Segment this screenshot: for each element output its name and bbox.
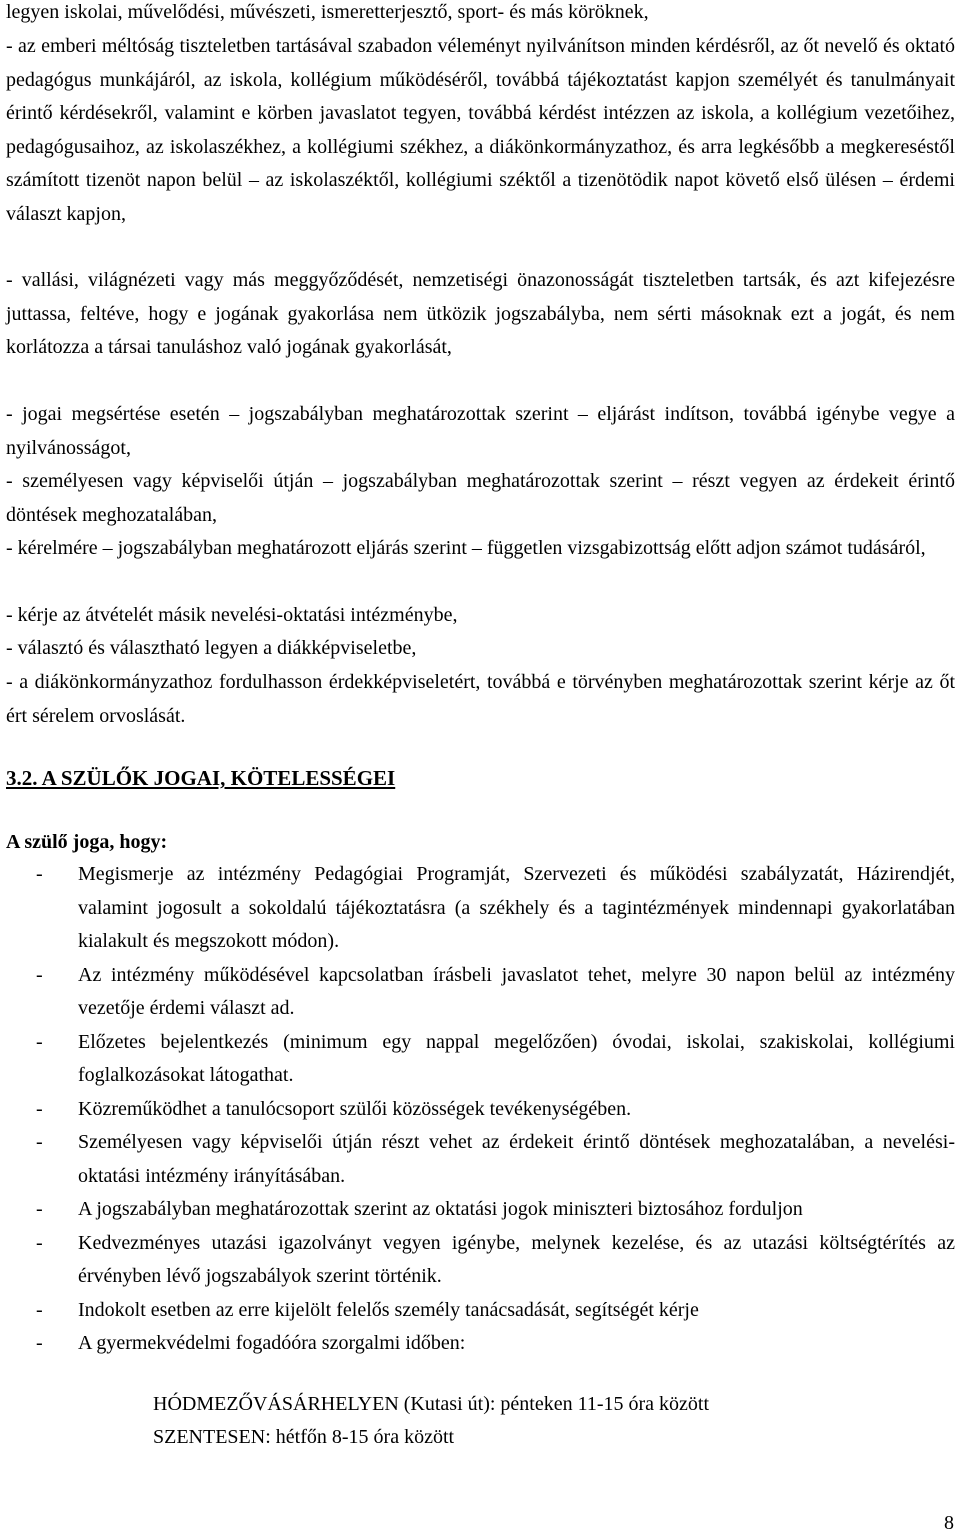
page-number: 8 [944,1512,954,1534]
list-item [0,858,955,959]
list-dash: - [36,1231,43,1254]
list-item [0,959,955,1026]
list-item-text: Előzetes bejelentkezés (minimum egy nappal megelőzően) óvodai, iskolai, szakiskolai, kollégiumi foglalkozásokat látogathat. [78,1030,955,1086]
intro-paragraph-3: - vallási, világnézeti vagy más meggyőződését, nemzetiségi önazonosságát tiszteletben tartsák, és azt kifejezésre juttassa, feltéve, hogy e jogának gyakorlása nem ütközik jogszabályba, nem sérti másoknak ezt a jogát, és nem korlátozza a társai tanuláshoz való jogának gyakorlását, [6,269,955,358]
intro-paragraph-1: legyen iskolai, művelődési, művészeti, ismeretterjesztő, sport- és más köröknek, [6,1,649,23]
list-item-text: Indokolt esetben az erre kijelölt felelős személy tanácsadását, segítségét kérje [78,1298,699,1321]
list-dash: - [36,1198,43,1220]
intro-paragraph-2: - az emberi méltóság tiszteletben tartásával szabadon véleményt nyilvánítson minden kérdésről, az őt nevelő és oktató pedagógus munkájáról, az iskola, kollégium működéséről, továbbá tájékoztatást kapjon személyét és tanulmányait érintő kérdésekről, valamint e körben javaslatot tegyen, továbbá kérdést intézzen az iskola, a kollégium vezetőihez, pedagógusaihoz, az iskolaszékhez, a kollégiumi székhez, a diákönkormányzathoz, és arra legkésőbb a megkereséstől számított tizenöt napon belül – az iskolaszéktől, kollégiumi széktől a tizenötödik napot követő első ülésen – érdemi választ kapjon, [6,35,955,225]
list-item-text: A jogszabályban meghatározottak szerint az oktatási jogok miniszteri biztosához forduljon [78,1198,803,1220]
list-item [0,1294,955,1328]
list-item [0,1227,955,1294]
list-item-text: Kedvezményes utazási igazolványt vegyen igénybe, melynek kezelése, és az utazási költségtérítés az érvényben lévő jogszabályok szerint történik. [78,1231,955,1287]
list-dash: - [36,963,43,986]
list-item [0,1026,955,1093]
list-item [0,1193,955,1227]
office-hours-szentes: SZENTESEN: hétfőn 8-15 óra között [153,1426,455,1448]
list-dash: - [36,1097,43,1120]
list-item-text: Az intézmény működésével kapcsolatban írásbeli javaslatot tehet, melyre 30 napon belül az intézmény vezetője érdemi választ ad. [78,963,955,1019]
list-item-text: Személyesen vagy képviselői útján részt vehet az érdekeit érintő döntések meghozatalában, a nevelési-oktatási intézmény irányításában. [78,1131,955,1187]
intro-paragraph-5: - személyesen vagy képviselői útján – jogszabályban meghatározottak szerint – részt vegyen az érdekeit érintő döntések meghozatalában, [6,470,955,526]
intro-paragraph-6: - kérelmére – jogszabályban meghatározott eljárás szerint – független vizsgabizottság előtt adjon számot tudásáról, [6,537,926,559]
list-item-text: A gyermekvédelmi fogadóóra szorgalmi időben: [78,1332,466,1354]
list-dash: - [36,1298,43,1321]
list-dash: - [36,1131,43,1153]
list-dash: - [36,863,43,885]
list-item [0,1327,955,1361]
intro-paragraph-9: - a diákönkormányzathoz fordulhasson érdekképviseletért, továbbá e törvényben meghatározottak szerint kérje az őt ért sérelem orvoslását. [6,671,955,727]
intro-paragraph-7: - kérje az átvételét másik nevelési-oktatási intézménybe, [6,604,458,626]
intro-paragraph-8: - választó és választható legyen a diákképviseletbe, [6,637,417,659]
list-dash: - [36,1332,43,1354]
parent-rights-list [0,858,960,1361]
rights-subheading: A szülő joga, hogy: [6,831,168,853]
list-item-text: Megismerje az intézmény Pedagógiai Programját, Szervezeti és működési szabályzatát, Házirendjét, valamint jogosult a sokoldalú tájékoztatásra (a székhely és a tagintézmények mindennapi gyakorlatában kialakult és megszokott módon). [78,863,955,952]
office-hours-hodmezovasarhely: HÓDMEZŐVÁSÁRHELYEN (Kutasi út): pénteken 11-15 óra között [153,1393,710,1415]
section-heading: 3.2. A SZÜLŐK JOGAI, KÖTELESSÉGEI [6,766,396,790]
list-dash: - [36,1030,43,1053]
list-item [0,1093,955,1127]
intro-paragraph-4: - jogai megsértése esetén – jogszabályban meghatározottak szerint – eljárást indítson, továbbá igénybe vegye a nyilvánosságot, [6,403,955,459]
list-item [0,1126,955,1193]
list-item-text: Közreműködhet a tanulócsoport szülői közösségek tevékenységében. [78,1097,632,1120]
